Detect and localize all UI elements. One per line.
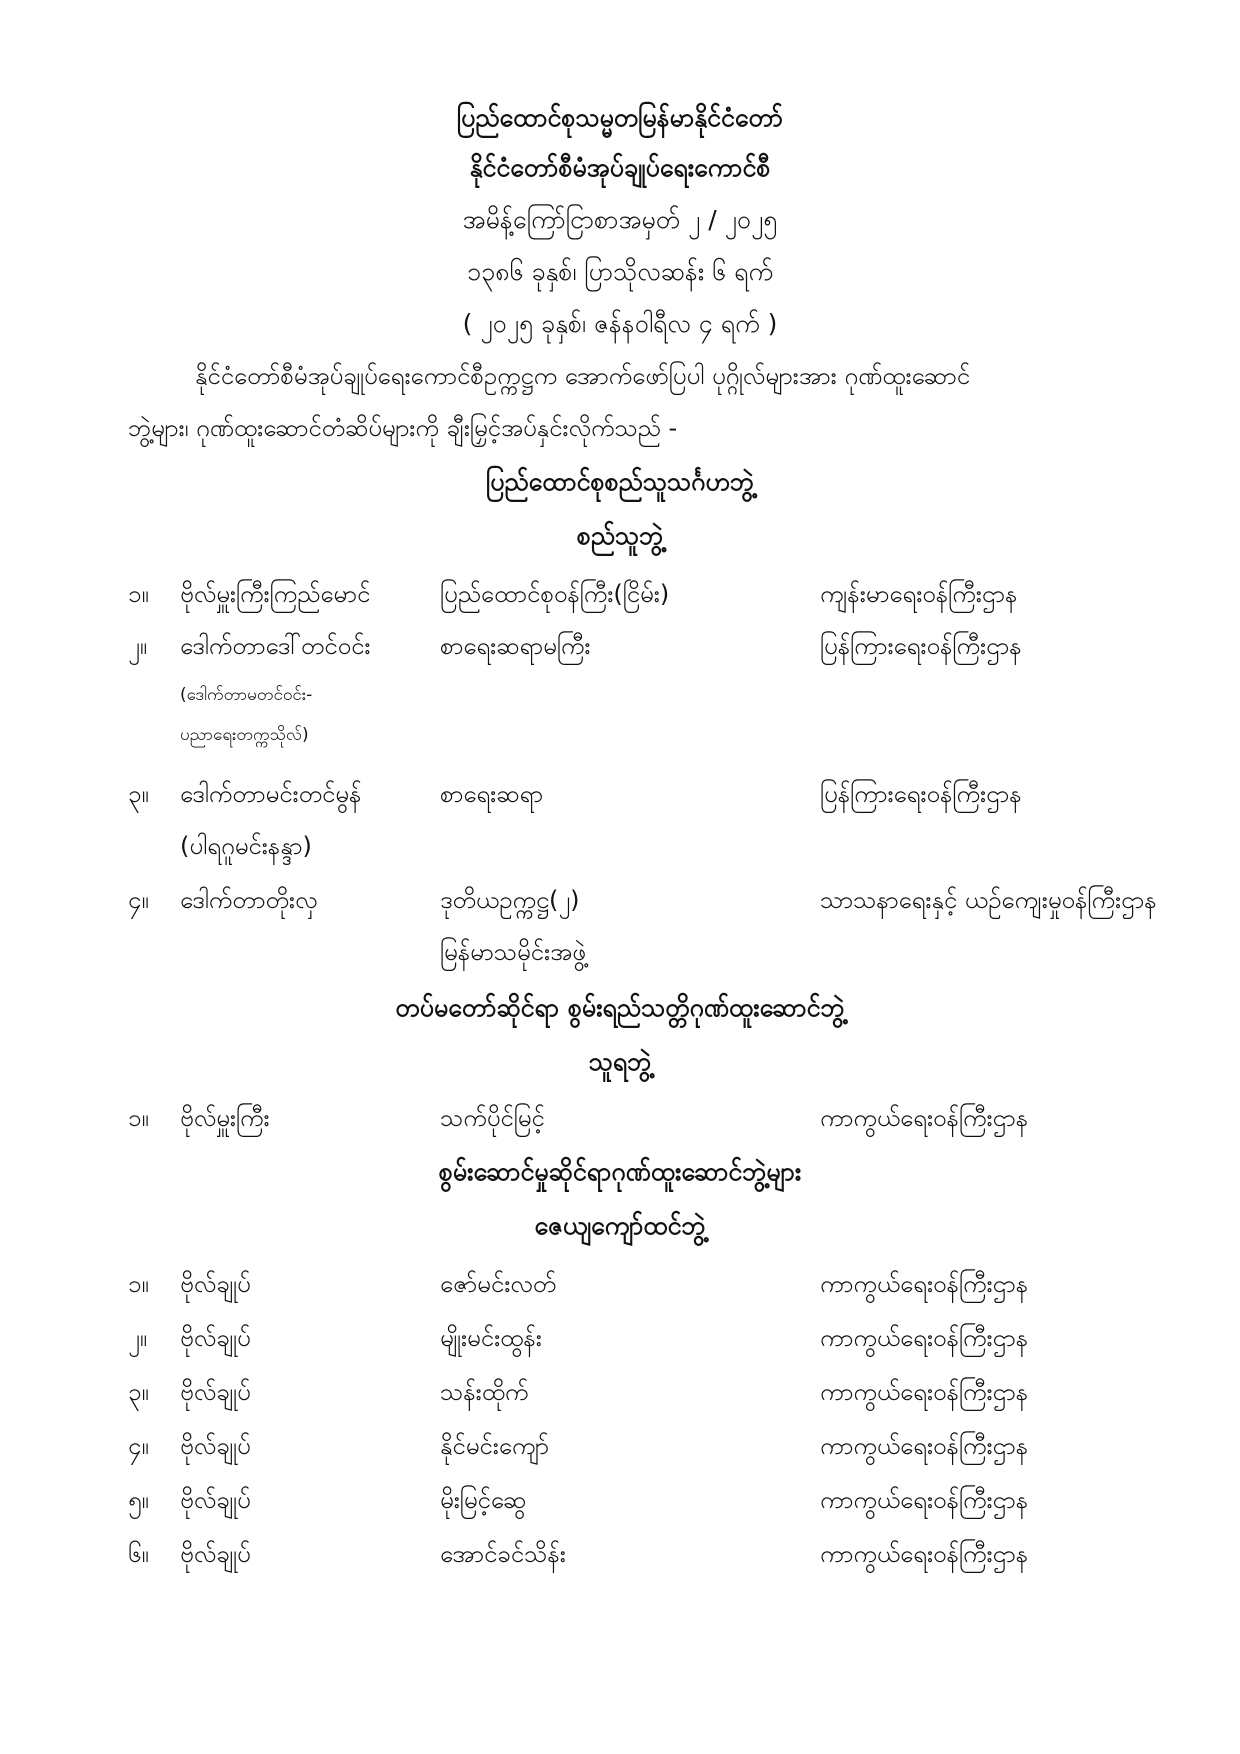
row-number: ၂။ [128, 632, 148, 660]
section-1-title: ပြည်ထောင်စုစည်သူသင်္ဂဟဘွဲ့ [486, 467, 754, 496]
row-number: ၁။ [128, 1104, 149, 1132]
row-2-alias-line-1: (ဒေါက်တာမတင်ဝင်း- [180, 685, 313, 705]
row-ministry: ကျန်းမာရေးဝန်ကြီးဌာန [820, 580, 1018, 608]
row-rank-title: ဗိုလ်ချုပ် [180, 1432, 251, 1460]
row-number: ၃။ [128, 1378, 149, 1406]
section-1-row-2 [0, 626, 1240, 666]
header-country: ပြည်ထောင်စုသမ္မတမြန်မာနိုင်ငံတော် [456, 103, 784, 132]
row-name: သက်ပိုင်မြင့် [440, 1104, 545, 1132]
section-2-title: တပ်မတော်ဆိုင်ရာ စွမ်းရည်သတ္တိဂုဏ်ထူးဆောင်ဘွဲ့ [395, 993, 845, 1022]
row-number: ၄။ [128, 886, 149, 914]
row-number: ၆။ [128, 1540, 149, 1568]
row-rank-title: ဒေါက်တာမင်းတင်မွန် [180, 780, 362, 808]
section-3-row-4 [0, 1426, 1240, 1466]
section-3-row-6 [0, 1534, 1240, 1574]
row-ministry: ပြန်ကြားရေးဝန်ကြီးဌာန [820, 632, 1022, 660]
row-ministry: ကာကွယ်ရေးဝန်ကြီးဌာန [820, 1104, 1029, 1132]
row-ministry: ကာကွယ်ရေးဝန်ကြီးဌာန [820, 1378, 1029, 1406]
row-rank-title: ဗိုလ်ချုပ် [180, 1378, 251, 1406]
row-name: နိုင်မင်းကျော် [440, 1432, 550, 1460]
row-ministry: ကာကွယ်ရေးဝန်ကြီးဌာန [820, 1270, 1029, 1298]
row-number: ၃။ [128, 780, 149, 808]
row-rank-title: ဗိုလ်မှူးကြီး [180, 1104, 270, 1132]
row-ministry: ကာကွယ်ရေးဝန်ကြီးဌာန [820, 1486, 1029, 1514]
row-name: ဒုတိယဥက္ကဋ္ဌ(၂) [440, 886, 580, 914]
row-name: အောင်ခင်သိန်း [440, 1540, 566, 1568]
row-3-pen-name: (ပါရဂူမင်းနန္ဒာ) [180, 832, 312, 860]
section-3-row-3 [0, 1372, 1240, 1412]
section-1-row-1 [0, 574, 1240, 614]
row-name: မိုးမြင့်ဆွေ [440, 1486, 527, 1514]
section-1-subtitle: စည်သူဘွဲ့ [576, 521, 664, 550]
section-3-subtitle: ဇေယျကျော်ထင်ဘွဲ့ [534, 1211, 706, 1240]
row-ministry: ပြန်ကြားရေးဝန်ကြီးဌာန [820, 780, 1022, 808]
header-council: နိုင်ငံတော်စီမံအုပ်ချုပ်ရေးကောင်စီ [469, 153, 771, 182]
row-number: ၁။ [128, 1270, 149, 1298]
row-rank-title: ဒေါက်တာဒေါ်တင်ဝင်း [180, 632, 371, 660]
row-ministry: ကာကွယ်ရေးဝန်ကြီးဌာန [820, 1540, 1029, 1568]
row-2-alias-line-2: ပညာရေးတက္ကသိုလ်) [180, 725, 309, 745]
section-2-subtitle: သူရဘွဲ့ [588, 1047, 652, 1076]
header-myanmar-date: ၁၃၈၆ ခုနှစ်၊ ပြာသိုလဆန်း ၆ ရက် [467, 257, 773, 286]
row-number: ၂။ [128, 1324, 148, 1352]
row-number: ၅။ [128, 1486, 149, 1514]
row-number: ၁။ [128, 580, 149, 608]
header-gregorian-date: ( ၂၀၂၅ ခုနှစ်၊ ဇန်နဝါရီလ ၄ ရက် ) [462, 309, 778, 338]
section-3-row-2 [0, 1318, 1240, 1358]
row-name: ပြည်ထောင်စုဝန်ကြီး(ငြိမ်း) [440, 580, 670, 608]
row-4-organization: မြန်မာသမိုင်းအဖွဲ့ [440, 938, 586, 966]
section-3-title: စွမ်းဆောင်မှုဆိုင်ရာဂုဏ်ထူးဆောင်ဘွဲ့များ [438, 1157, 802, 1186]
row-name: စာရေးဆရာမကြီး [440, 632, 591, 660]
row-rank-title: ဗိုလ်မှူးကြီးကြည်မောင် [180, 580, 371, 608]
section-2-row-1 [0, 1098, 1240, 1138]
row-number: ၄။ [128, 1432, 149, 1460]
intro-line-2: ဘွဲ့များ၊ ဂုဏ်ထူးဆောင်တံဆိပ်များကို ချီးမြှင့်အပ်နှင်းလိုက်သည် - [128, 414, 678, 442]
row-name: စာရေးဆရာ [440, 780, 544, 808]
section-3-row-5 [0, 1480, 1240, 1520]
section-3-row-1 [0, 1264, 1240, 1304]
row-rank-title: ဗိုလ်ချုပ် [180, 1324, 251, 1352]
intro-line-1: နိုင်ငံတော်စီမံအုပ်ချုပ်ရေးကောင်စီဥက္ကဋ္ဌက အောက်ဖော်ပြပါ ပုဂ္ဂိုလ်များအား ဂုဏ်ထူးဆောင် [195, 362, 971, 390]
header-order-number: အမိန့်ကြော်ငြာစာအမှတ် ၂ / ၂၀၂၅ [462, 205, 778, 234]
row-rank-title: ဒေါက်တာတိုးလှ [180, 886, 318, 914]
row-name: သန်းထိုက် [440, 1378, 529, 1406]
row-rank-title: ဗိုလ်ချုပ် [180, 1270, 251, 1298]
row-ministry: ကာကွယ်ရေးဝန်ကြီးဌာန [820, 1324, 1029, 1352]
row-rank-title: ဗိုလ်ချုပ် [180, 1540, 251, 1568]
row-rank-title: ဗိုလ်ချုပ် [180, 1486, 251, 1514]
row-ministry: ကာကွယ်ရေးဝန်ကြီးဌာန [820, 1432, 1029, 1460]
row-ministry: သာသနာရေးနှင့် ယဉ်ကျေးမှုဝန်ကြီးဌာန [820, 886, 1157, 914]
section-1-row-4 [0, 880, 1240, 920]
row-name: မျိုးမင်းထွန်း [440, 1324, 542, 1352]
row-name: ဇော်မင်းလတ် [440, 1270, 557, 1298]
section-1-row-3 [0, 774, 1240, 814]
